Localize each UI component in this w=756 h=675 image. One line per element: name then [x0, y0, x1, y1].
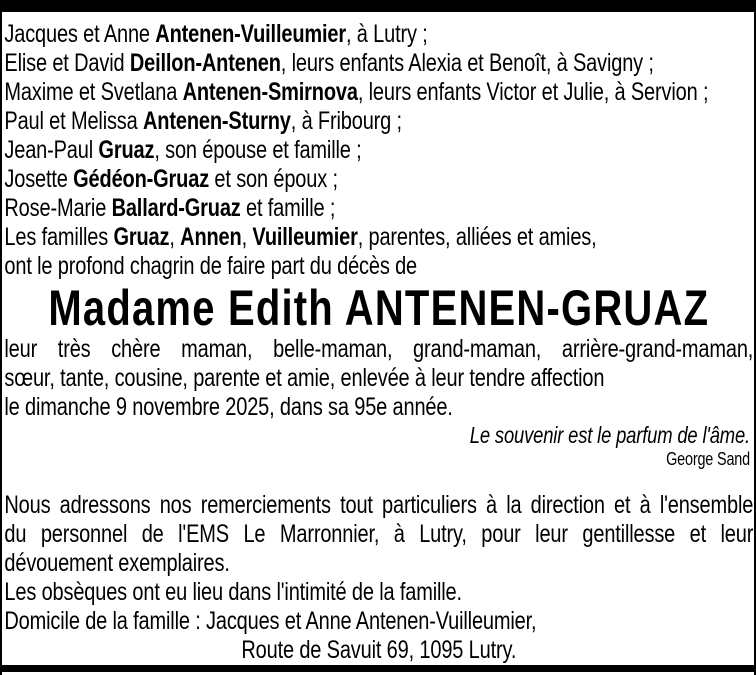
family-name: Annen — [180, 223, 242, 251]
tribute-paragraph — [4, 335, 753, 422]
notice-text: et famille ; — [240, 194, 336, 222]
notice-text: Jean-Paul — [4, 136, 99, 164]
closing-paragraph — [4, 491, 753, 665]
death-notice — [2, 0, 756, 665]
family-name: Vuilleumier — [252, 223, 358, 251]
notice-line — [4, 223, 753, 252]
notice-text: Jacques et Anne — [4, 20, 156, 48]
notice-line — [4, 252, 753, 281]
notice-line — [4, 107, 753, 136]
notice-text: Josette — [4, 165, 74, 193]
notice-line: Route de Savuit 69, 1095 Lutry. — [241, 636, 517, 664]
notice-line — [4, 78, 753, 107]
bottom-border-bar — [0, 665, 756, 672]
notice-text: , leurs enfants Alexia et Benoît, à Savigny ; — [280, 49, 654, 77]
family-name: Gruaz — [113, 223, 170, 251]
notice-text: , — [241, 223, 253, 251]
notice-text: Les familles — [4, 223, 114, 251]
notice-line — [4, 136, 753, 165]
notice-text: , parentes, alliées et amies, — [357, 223, 597, 251]
family-name: Ballard-Gruaz — [111, 194, 241, 222]
family-name: Deillon-Antenen — [129, 49, 281, 77]
notice-line: Nous adressons nos remerciements tout particuliers à la direction et à l'ensemble — [4, 491, 754, 519]
notice-line — [4, 20, 753, 49]
notice-text: et son époux ; — [209, 165, 338, 193]
notice-line: dévouement exemplaires. — [4, 549, 230, 577]
family-name: Antenen-Smirnova — [182, 78, 358, 106]
family-name: Antenen-Vuilleumier — [155, 20, 346, 48]
notice-text: Paul et Melissa — [4, 107, 144, 135]
notice-line: leur très chère maman, belle-maman, grand-maman, arrière-grand-maman, — [4, 335, 754, 363]
notice-line — [4, 194, 753, 223]
notice-text: , à Fribourg ; — [290, 107, 402, 135]
notice-line — [4, 165, 753, 194]
notice-text: ont le profond chagrin de faire part du décès de — [4, 252, 418, 280]
notice-text: Rose-Marie — [4, 194, 112, 222]
notice-text: Elise et David — [4, 49, 130, 77]
notice-line: Les obsèques ont eu lieu dans l'intimité de la famille. — [4, 578, 462, 606]
quote-author: George Sand — [666, 449, 750, 469]
notice-line: le dimanche 9 novembre 2025, dans sa 95e année. — [4, 393, 453, 421]
notice-line — [4, 49, 753, 78]
family-name: Gédéon-Gruaz — [73, 165, 210, 193]
family-name: Antenen-Sturny — [143, 107, 291, 135]
deceased-name-title: Madame Edith ANTENEN-GRUAZ — [48, 280, 710, 336]
quote-text: Le souvenir est le parfum de l'âme. — [469, 422, 750, 448]
notice-text: Maxime et Svetlana — [4, 78, 183, 106]
notice-text: , leurs enfants Victor et Julie, à Servion ; — [357, 78, 709, 106]
notice-line: sœur, tante, cousine, parente et amie, enlevée à leur tendre affection — [4, 364, 605, 392]
notice-line: du personnel de l'EMS Le Marronnier, à Lutry, pour leur gentillesse et leur — [4, 520, 754, 548]
intro-lines — [4, 20, 753, 281]
family-name: Gruaz — [98, 136, 155, 164]
notice-text: , — [169, 223, 181, 251]
notice-line: Domicile de la famille : Jacques et Anne Antenen-Vuilleumier, — [4, 607, 537, 635]
notice-text: , à Lutry ; — [345, 20, 428, 48]
notice-text: , son épouse et famille ; — [154, 136, 362, 164]
